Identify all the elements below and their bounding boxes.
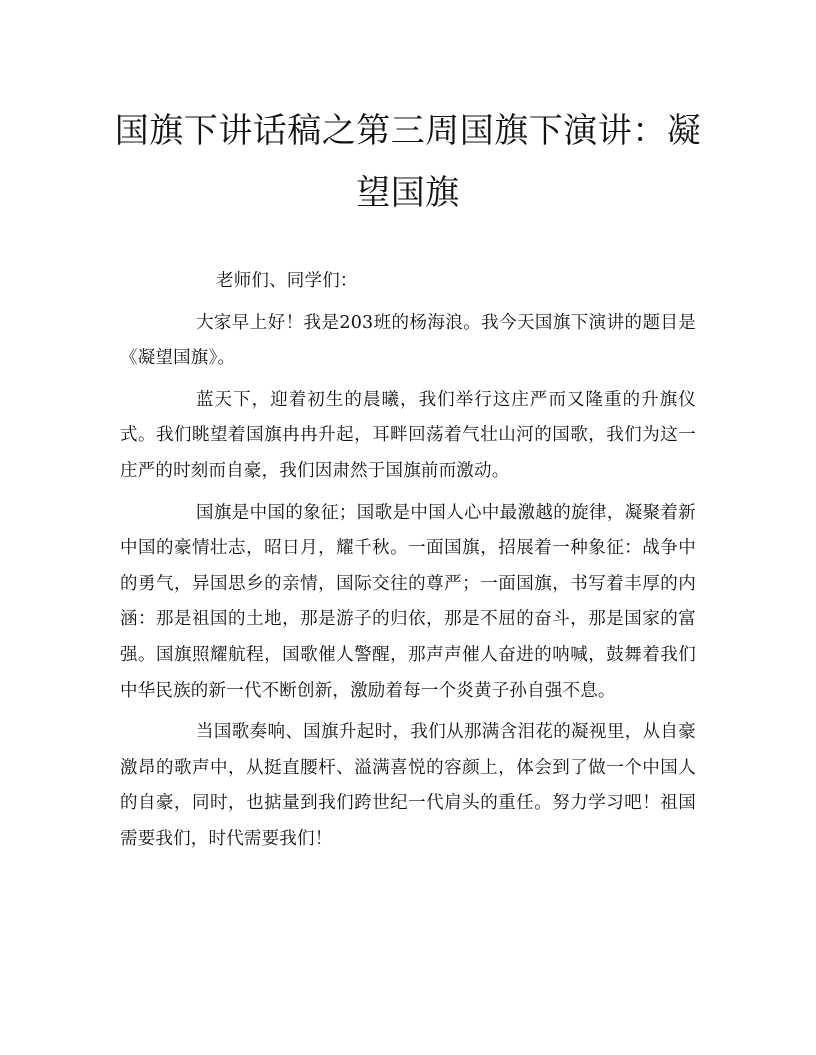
paragraph-greeting: 大家早上好！我是203班的杨海浪。我今天国旗下演讲的题目是《凝望国旗》。	[120, 312, 696, 369]
document-title-line-1: 国旗下讲话稿之第三周国旗下演讲：凝	[114, 111, 702, 151]
document-body	[120, 264, 696, 858]
title-block	[112, 100, 704, 224]
document-title-line-2: 望国旗	[356, 173, 460, 213]
paragraph-symbol: 国旗是中国的象征；国歌是中国人心中最激越的旋律，凝聚着新中国的豪情壮志，昭日月，耀千秋。一面国旗，招展着一种象征：战争中的勇气，异国思乡的亲情，国际交往的尊严；一面国旗，书写着丰厚的内涵：那是祖国的土地，那是游子的归依，那是不屈的奋斗，那是国家的富强。国旗照耀航程，国歌催人警醒，那声声催人奋进的呐喊，鼓舞着我们中华民族的新一代不断创新，激励着每一个炎黄子孙自强不息。	[120, 502, 696, 701]
salutation: 老师们、同学们：	[216, 271, 358, 291]
paragraph-conclusion: 当国歌奏响、国旗升起时，我们从那满含泪花的凝视里，从自豪激昂的歌声中，从挺直腰杆、溢满喜悦的容颜上，体会到了做一个中国人的自豪，同时，也掂量到我们跨世纪一代肩头的重任。努力学习吧！祖国需要我们，时代需要我们！	[120, 722, 696, 849]
paragraph-ceremony: 蓝天下，迎着初生的晨曦，我们举行这庄严而又隆重的升旗仪式。我们眺望着国旗冉冉升起，耳畔回荡着气壮山河的国歌，我们为这一庄严的时刻而自豪，我们因肃然于国旗前而激动。	[120, 389, 696, 481]
